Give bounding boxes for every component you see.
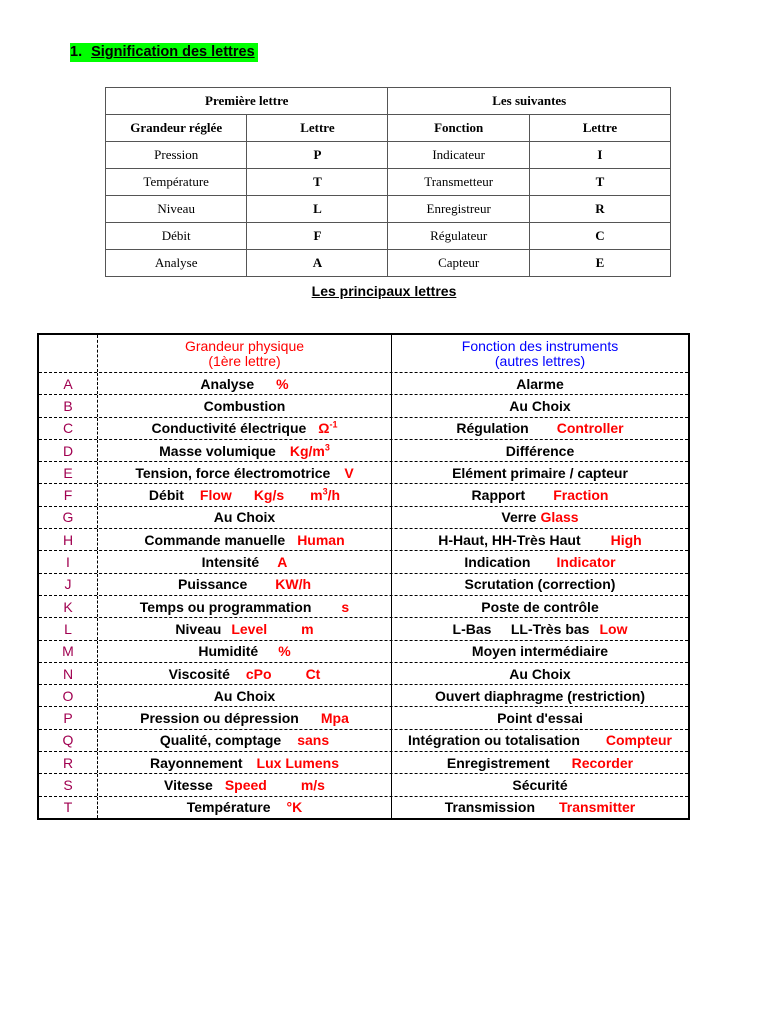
unit-label: Lux Lumens <box>256 754 340 771</box>
col-header: Lettre <box>529 115 670 142</box>
table-row <box>106 223 671 250</box>
letter-cell: O <box>39 685 98 706</box>
table-cell: Enregistreur <box>388 196 529 223</box>
instrument-function-cell <box>392 641 688 662</box>
function-label: Elément primaire / capteur <box>452 464 628 481</box>
table-row <box>39 439 688 461</box>
function-unit-label: Compteur <box>605 732 672 749</box>
physical-quantity-cell <box>98 685 392 706</box>
quantity-label: Masse volumique <box>159 442 276 459</box>
quantity-label: Intensité <box>201 554 260 571</box>
letter-cell: C <box>39 418 98 439</box>
quantity-label: Qualité, comptage <box>159 732 282 749</box>
header-line: (1ère lettre) <box>208 352 281 369</box>
table-cell: P <box>247 142 388 169</box>
instrument-letters-table <box>37 333 690 820</box>
unit-label: Kg/s <box>253 487 285 504</box>
physical-quantity-cell <box>98 462 392 483</box>
unit-label: cPo <box>245 665 272 682</box>
physical-quantity-cell <box>98 395 392 416</box>
function-label: Poste de contrôle <box>481 598 599 615</box>
header-empty-cell <box>39 335 98 372</box>
physical-quantity-cell <box>98 507 392 528</box>
physical-quantity-cell <box>98 774 392 795</box>
unit-label: % <box>278 643 291 660</box>
table-cell: Débit <box>106 223 247 250</box>
table-cell: Capteur <box>388 250 529 277</box>
table-cell: T <box>247 169 388 196</box>
unit-label: KW/h <box>275 576 312 593</box>
function-unit-label: Glass <box>540 509 579 526</box>
group-header-following: Les suivantes <box>388 88 671 115</box>
table-cell: Régulateur <box>388 223 529 250</box>
quantity-label: Vitesse <box>164 776 213 793</box>
unit-group <box>318 420 337 436</box>
header-line: Fonction des instruments <box>461 337 619 354</box>
table-header-row <box>39 335 688 372</box>
unit-group <box>290 443 330 459</box>
table-row <box>39 729 688 751</box>
unit-label: Mpa <box>320 710 349 727</box>
quantity-label: Débit <box>148 487 184 504</box>
unit-label: % <box>276 375 289 392</box>
table-row <box>106 142 671 169</box>
function-label: Au Choix <box>509 397 571 414</box>
unit-label: m/s <box>300 776 325 793</box>
physical-quantity-cell <box>98 618 392 639</box>
letter-cell: I <box>39 551 98 572</box>
instrument-function-cell <box>392 574 688 595</box>
function-unit-label: Controller <box>556 420 624 437</box>
function-label: Transmission <box>444 799 535 816</box>
table-row <box>39 394 688 416</box>
unit-label: sans <box>297 732 330 749</box>
instrument-function-cell <box>392 418 688 439</box>
header-instrument-function <box>392 335 688 372</box>
letter-cell: P <box>39 707 98 728</box>
table-row <box>39 483 688 505</box>
table-row <box>106 169 671 196</box>
unit-label: Human <box>297 531 345 548</box>
quantity-label: Temps ou programmation <box>139 598 312 615</box>
function-label: Différence <box>505 442 575 459</box>
unit-exponent: 3 <box>322 486 328 497</box>
instrument-function-cell <box>392 663 688 684</box>
physical-quantity-cell <box>98 418 392 439</box>
unit-label: Level <box>231 620 268 637</box>
unit-label: Speed <box>224 776 267 793</box>
table-cell: F <box>247 223 388 250</box>
table-cell: Température <box>106 169 247 196</box>
physical-quantity-cell <box>98 641 392 662</box>
quantity-label: Au Choix <box>213 509 276 526</box>
letter-cell: S <box>39 774 98 795</box>
group-header-first: Première lettre <box>106 88 388 115</box>
instrument-function-cell <box>392 752 688 773</box>
table-row <box>39 706 688 728</box>
quantity-label: Température <box>186 799 271 816</box>
instrument-function-cell <box>392 551 688 572</box>
unit-label: Kg/m <box>289 442 325 459</box>
instrument-function-cell <box>392 440 688 461</box>
table-row <box>39 617 688 639</box>
quantity-label: Commande manuelle <box>144 531 286 548</box>
letter-cell: H <box>39 529 98 550</box>
letter-cell: G <box>39 507 98 528</box>
letter-cell: L <box>39 618 98 639</box>
quantity-label: Combustion <box>203 397 286 414</box>
table-cell: L <box>247 196 388 223</box>
col-header: Grandeur réglée <box>106 115 247 142</box>
table-row <box>39 417 688 439</box>
unit-label: s <box>341 598 350 615</box>
instrument-function-cell <box>392 685 688 706</box>
physical-quantity-cell <box>98 484 392 505</box>
quantity-label: Viscosité <box>168 665 230 682</box>
unit-exponent: 3 <box>324 441 330 452</box>
function-label: L-Bas LL-Très bas <box>452 620 590 637</box>
letter-cell: R <box>39 752 98 773</box>
letters-summary-table <box>105 87 671 277</box>
table-cell: R <box>529 196 670 223</box>
unit-label: °K <box>286 799 303 816</box>
function-unit-label: High <box>610 531 642 548</box>
instrument-function-cell <box>392 730 688 751</box>
function-label: Sécurité <box>512 776 568 793</box>
function-label: Alarme <box>516 375 564 392</box>
header-line: Grandeur physique <box>184 337 305 354</box>
table-row <box>106 250 671 277</box>
table-row <box>106 196 671 223</box>
function-unit-label: Recorder <box>571 754 634 771</box>
function-label: Indication <box>464 554 531 571</box>
unit-label: Ct <box>305 665 321 682</box>
letter-cell: K <box>39 596 98 617</box>
physical-quantity-cell <box>98 529 392 550</box>
function-unit-label: Low <box>599 620 628 637</box>
instrument-function-cell <box>392 462 688 483</box>
letter-cell: F <box>39 484 98 505</box>
quantity-label: Humidité <box>198 643 259 660</box>
table-cell: T <box>529 169 670 196</box>
quantity-label: Analyse <box>200 375 255 392</box>
function-unit-label: Transmitter <box>559 799 636 816</box>
function-label: Scrutation (correction) <box>464 576 616 593</box>
table-cell: Transmetteur <box>388 169 529 196</box>
unit-label: Ω <box>318 420 330 437</box>
physical-quantity-cell <box>98 574 392 595</box>
table-row <box>39 372 688 394</box>
table-row <box>39 528 688 550</box>
function-label: Régulation <box>456 420 529 437</box>
letter-cell: Q <box>39 730 98 751</box>
table-row <box>39 573 688 595</box>
unit-label: /h <box>327 487 341 504</box>
table-cell: C <box>529 223 670 250</box>
table-row <box>39 751 688 773</box>
instrument-function-cell <box>392 484 688 505</box>
unit-exponent: -1 <box>329 419 338 430</box>
section-heading <box>70 43 258 62</box>
physical-quantity-cell <box>98 730 392 751</box>
function-label: Enregistrement <box>446 754 550 771</box>
instrument-function-cell <box>392 774 688 795</box>
instrument-function-cell <box>392 707 688 728</box>
function-label: Ouvert diaphragme (restriction) <box>434 687 646 704</box>
physical-quantity-cell <box>98 707 392 728</box>
physical-quantity-cell <box>98 551 392 572</box>
instrument-function-cell <box>392 797 688 818</box>
instrument-function-cell <box>392 596 688 617</box>
table-row <box>39 595 688 617</box>
col-header: Fonction <box>388 115 529 142</box>
instrument-function-cell <box>392 373 688 394</box>
table-row <box>39 796 688 818</box>
function-label: Intégration ou totalisation <box>407 732 580 749</box>
table-row <box>39 550 688 572</box>
letter-cell: J <box>39 574 98 595</box>
function-label: H-Haut, HH-Très Haut <box>438 531 581 548</box>
unit-label: m <box>310 487 323 504</box>
table-cell: A <box>247 250 388 277</box>
instrument-function-cell <box>392 529 688 550</box>
quantity-label: Tension, force électromotrice <box>135 464 331 481</box>
quantity-label: Au Choix <box>213 687 276 704</box>
unit-label: A <box>277 554 288 571</box>
physical-quantity-cell <box>98 373 392 394</box>
physical-quantity-cell <box>98 752 392 773</box>
letter-cell: E <box>39 462 98 483</box>
physical-quantity-cell <box>98 440 392 461</box>
table-caption: Les principaux lettres <box>311 283 457 299</box>
function-label: Verre <box>501 509 537 526</box>
table-row <box>39 461 688 483</box>
letter-cell: T <box>39 797 98 818</box>
unit-label: V <box>344 464 354 481</box>
function-label: Rapport <box>471 487 526 504</box>
table-cell: I <box>529 142 670 169</box>
table-cell: Indicateur <box>388 142 529 169</box>
function-unit-label: Indicator <box>556 554 616 571</box>
physical-quantity-cell <box>98 797 392 818</box>
physical-quantity-cell <box>98 596 392 617</box>
physical-quantity-cell <box>98 663 392 684</box>
col-header: Lettre <box>247 115 388 142</box>
quantity-label: Rayonnement <box>149 754 243 771</box>
table-cell: Niveau <box>106 196 247 223</box>
unit-group <box>310 487 340 503</box>
table-cell: E <box>529 250 670 277</box>
function-label: Moyen intermédiaire <box>471 643 609 660</box>
header-line: (autres lettres) <box>494 352 586 369</box>
table-cell: Analyse <box>106 250 247 277</box>
table-row <box>39 662 688 684</box>
letter-cell: D <box>39 440 98 461</box>
quantity-label: Puissance <box>177 576 248 593</box>
quantity-label: Niveau <box>175 620 222 637</box>
instrument-function-cell <box>392 507 688 528</box>
section-number: 1. <box>70 44 83 60</box>
letter-cell: A <box>39 373 98 394</box>
function-label: Au Choix <box>509 665 571 682</box>
header-physical-quantity <box>98 335 392 372</box>
unit-label: m <box>301 620 314 637</box>
quantity-label: Conductivité électrique <box>151 420 307 437</box>
instrument-function-cell <box>392 395 688 416</box>
table-row <box>39 640 688 662</box>
quantity-label: Pression ou dépression <box>140 710 299 727</box>
unit-label: Flow <box>199 487 232 504</box>
table-row <box>39 773 688 795</box>
instrument-function-cell <box>392 618 688 639</box>
table-row <box>39 506 688 528</box>
letter-cell: M <box>39 641 98 662</box>
table-row <box>39 684 688 706</box>
letter-cell: N <box>39 663 98 684</box>
function-label: Point d'essai <box>497 710 583 727</box>
table-cell: Pression <box>106 142 247 169</box>
function-unit-label: Fraction <box>553 487 609 504</box>
letter-cell: B <box>39 395 98 416</box>
section-title: Signification des lettres <box>91 44 255 60</box>
